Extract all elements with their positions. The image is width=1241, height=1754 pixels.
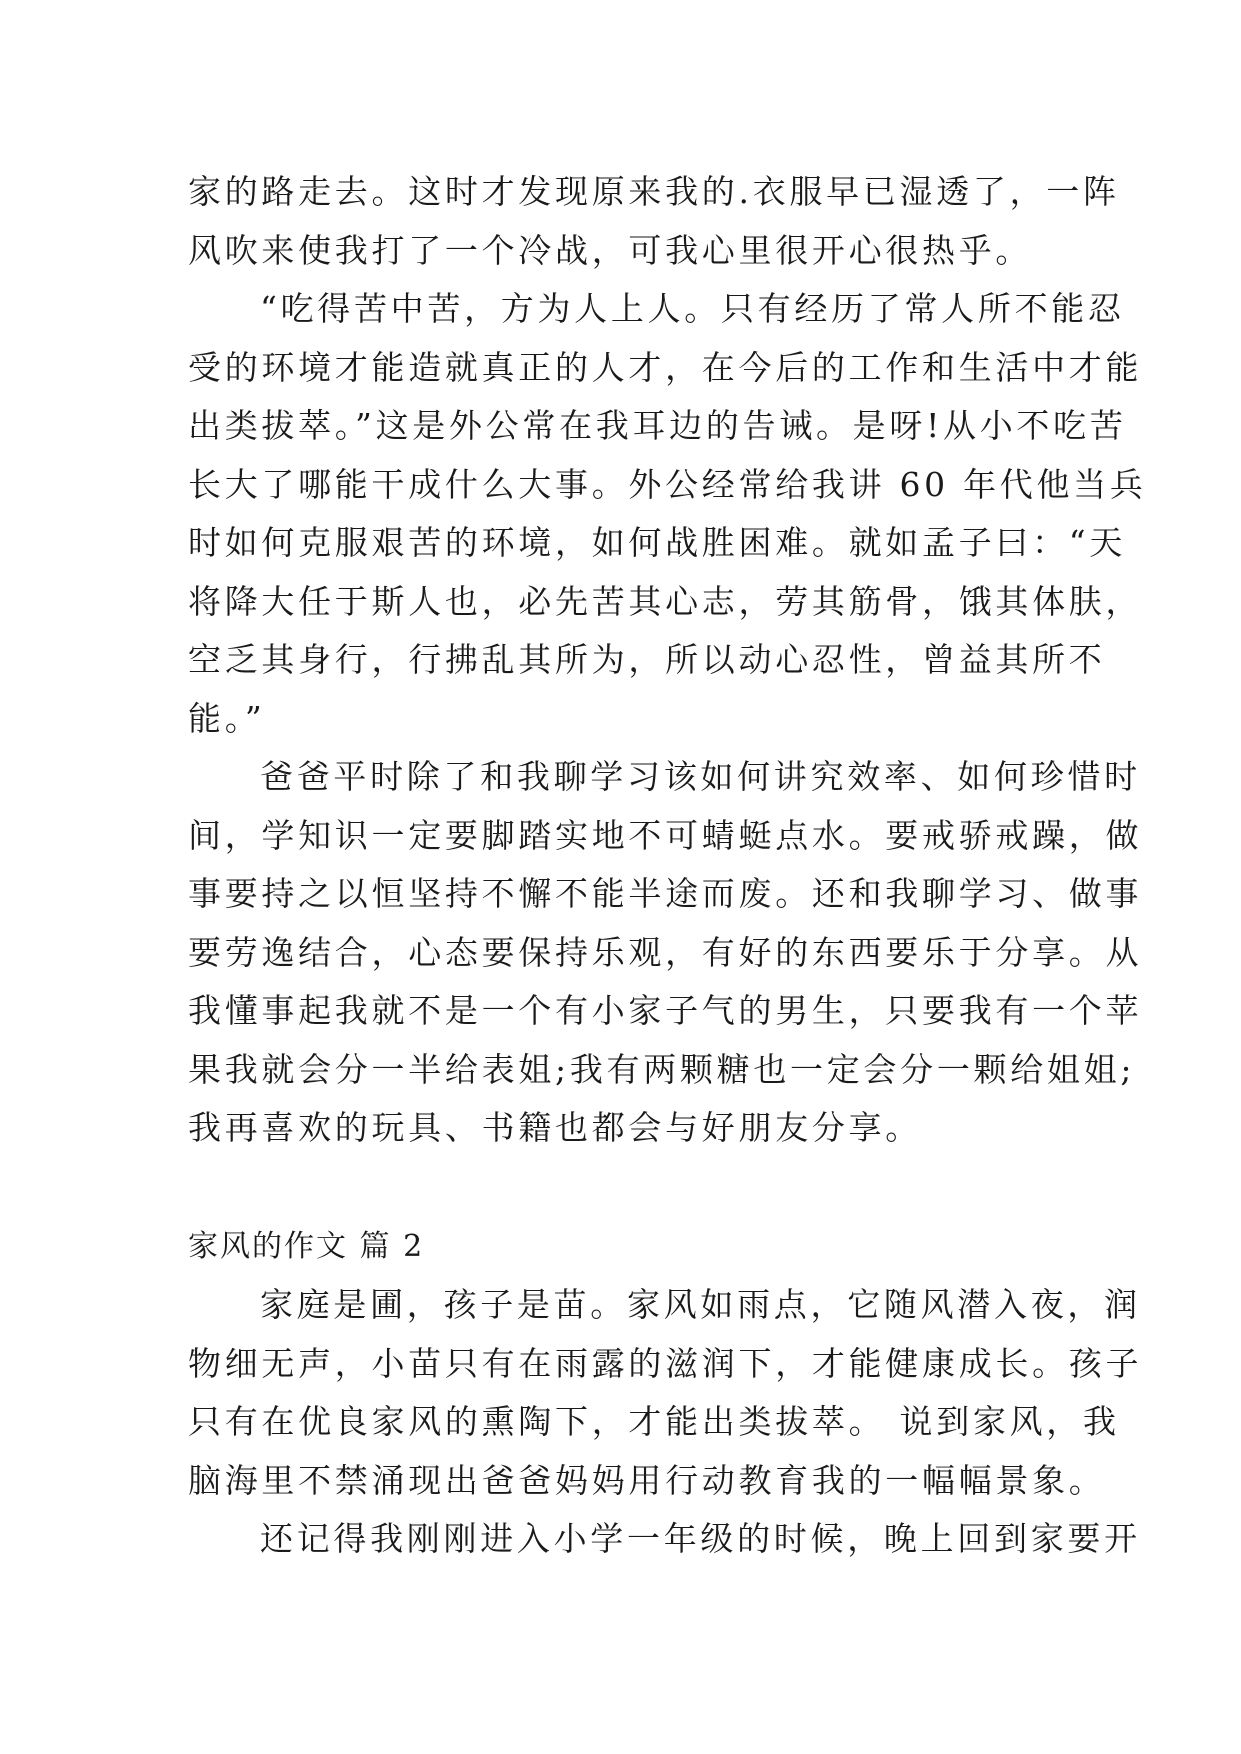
- paragraph-2: [188, 280, 1147, 748]
- text-line: 只有在优良家风的熏陶下，才能出类拔萃。 说到家风，我: [188, 1402, 1120, 1441]
- paragraph-5: [188, 1510, 1141, 1569]
- text-line: 出类拔萃。”这是外公常在我耳边的告诫。是呀!从小不吃苦: [188, 406, 1127, 445]
- text-line: 受的环境才能造就真正的人才，在今后的工作和生活中才能: [188, 347, 1143, 387]
- text-line: 脑海里不禁涌现出爸爸妈妈用行动教育我的一幅幅景象。: [188, 1460, 1106, 1500]
- paragraph-3: [188, 748, 1143, 1158]
- text-line: 能。”: [188, 698, 266, 738]
- text-line: 家庭是圃，孩子是苗。家风如雨点，它随风潜入夜，润: [260, 1285, 1141, 1324]
- text-line: 还记得我刚刚进入小学一年级的时候，晚上回到家要开: [260, 1519, 1141, 1558]
- text-line: 要劳逸结合，心态要保持乐观，有好的东西要乐于分享。从: [188, 932, 1143, 972]
- text-line: 我懂事起我就不是一个有小家子气的男生，只要我有一个苹: [188, 991, 1143, 1030]
- section-heading-wrapper: [188, 1218, 1064, 1277]
- text-line: 家的路走去。这时才发现原来我的.衣服早已湿透了，一阵: [188, 172, 1120, 211]
- text-line: 长大了哪能干成什么大事。外公经常给我讲 60 年代他当兵: [188, 464, 1147, 504]
- document-body: [188, 163, 1147, 1569]
- text-line: 物细无声，小苗只有在雨露的滋润下，才能健康成长。孩子: [188, 1343, 1143, 1383]
- text-line: 间，学知识一定要脚踏实地不可蜻蜓点水。要戒骄戒躁，做: [188, 815, 1143, 855]
- text-line: 空乏其身行，行拂乱其所为，所以动心忍性，曾益其所不: [188, 640, 1106, 679]
- text-line: 事要持之以恒坚持不懈不能半途而废。还和我聊学习、做事: [188, 874, 1143, 913]
- text-line: 爸爸平时除了和我聊学习该如何讲究效率、如何珍惜时: [260, 757, 1141, 796]
- text-line: 将降大任于斯人也，必先苦其心志，劳其筋骨，饿其体肤，: [188, 581, 1143, 621]
- text-line: 风吹来使我打了一个冷战，可我心里很开心很热乎。: [188, 230, 1033, 270]
- paragraph-1: [188, 163, 1120, 280]
- text-line: 我再喜欢的玩具、书籍也都会与好朋友分享。: [188, 1108, 922, 1147]
- section-heading: 家风的作文 篇 2: [188, 1228, 425, 1264]
- text-line: “吃得苦中苦，方为人上人。只有经历了常人所不能忍: [260, 289, 1125, 328]
- text-line: 时如何克服艰苦的环境，如何战胜困难。就如孟子曰：“天: [188, 523, 1127, 562]
- paragraph-4: [188, 1276, 1143, 1510]
- text-line: 果我就会分一半给表姐;我有两颗糖也一定会分一颗给姐姐;: [188, 1049, 1136, 1089]
